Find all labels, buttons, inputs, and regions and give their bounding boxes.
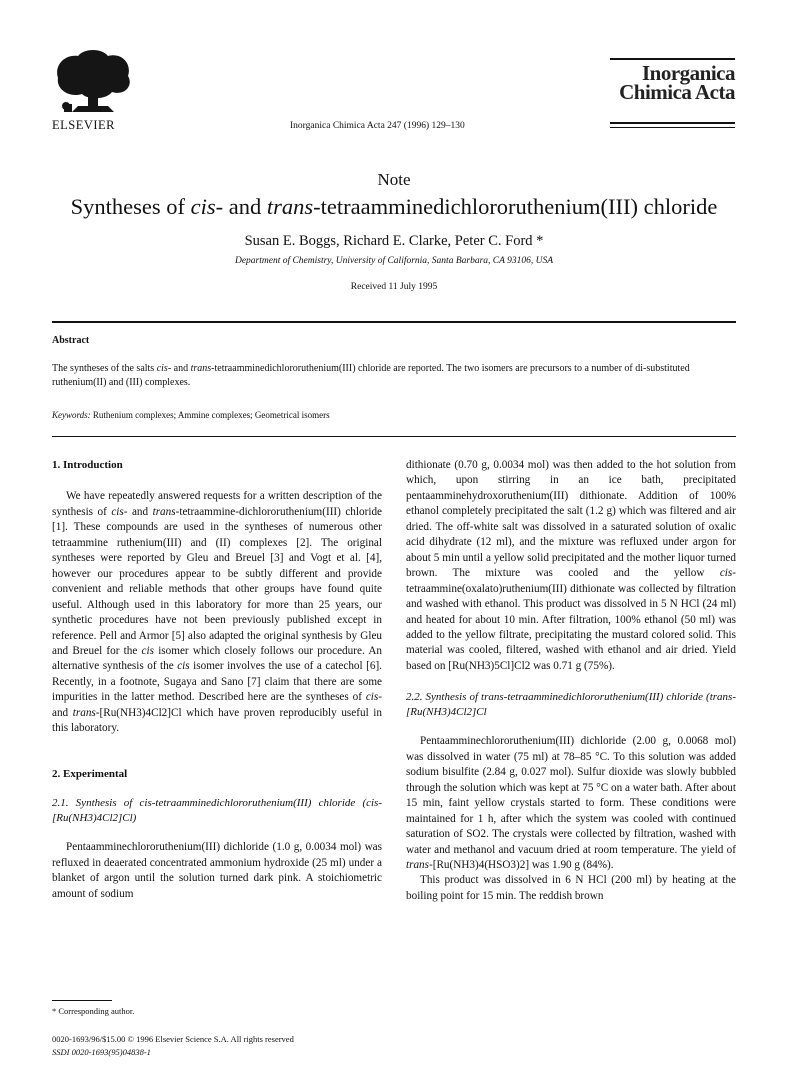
- journal-logo-rule-mid: [610, 122, 735, 124]
- article-title: Syntheses of cis- and trans-tetraamminedichlororuthenium(III) chloride: [70, 194, 718, 219]
- keywords-list: Ruthenium complexes; Ammine complexes; Geometrical isomers: [90, 410, 330, 420]
- divider-top: [52, 321, 736, 323]
- subsection-2-1-heading: 2.1. Synthesis of cis-tetraamminedichlororuthenium(III) chloride (cis-[Ru(NH3)4Cl2]Cl): [52, 797, 382, 825]
- subsection-2-2-paragraph: Pentaamminechlororuthenium(III) dichloride (2.00 g, 0.0068 mol) was dissolved in water (75 ml) at 78–85 °C. To this solution was added sodium bisulfite (2.84 g, 0.027 mol). Sulfur dioxide was slowly bubbled through the solution which was kept at 75 °C on a water bath. After about 15 min, faint yellow crystals started to form. These conditions were maintained for 1 h, after which the system was cooled with continued saturation of SO2. The crystals were collected by filtration, washed with water and methanol and vacuum dried at room temperature. The yield of trans-[Ru(NH3)4(HSO3)2] was 1.90 g (84%).: [406, 735, 736, 871]
- journal-logo-rule-bottom: [610, 127, 735, 128]
- experimental-heading: 2. Experimental: [52, 767, 128, 780]
- subsection-2-1-paragraph: Pentaamminechlororuthenium(III) dichloride (1.0 g, 0.0034 mol) was refluxed in deaerated concentrated ammonium hydroxide (25 ml) under a blanket of argon until the solution turned dark pink. A stoichiometric amount of sodium: [52, 841, 382, 900]
- keywords-line: [52, 410, 330, 420]
- subsection-2-2-heading: 2.2. Synthesis of trans-tetraamminedichlororuthenium(III) chloride (trans-[Ru(NH3)4Cl2]Cl: [406, 691, 736, 719]
- abstract-text: The syntheses of the salts cis- and trans-tetraamminedichlororuthenium(III) chloride are reported. The two isomers are precursors to a number of di-substituted ruthenium(II) and (III) complexes.: [52, 363, 690, 388]
- intro-heading: 1. Introduction: [52, 459, 123, 471]
- abstract-heading: Abstract: [52, 335, 90, 346]
- journal-logo: [610, 61, 735, 104]
- received-date: Received 11 July 1995: [350, 282, 438, 292]
- ssdi-line: SSDI 0020-1693(95)04838-1: [52, 1047, 151, 1057]
- corresponding-author-footnote: * Corresponding author.: [52, 1006, 135, 1016]
- publisher-name: ELSEVIER: [52, 118, 116, 132]
- journal-citation: Inorganica Chimica Acta 247 (1996) 129–130: [290, 121, 465, 131]
- divider-abstract: [52, 436, 736, 437]
- article-type-label: Note: [377, 170, 411, 189]
- right-column: [406, 458, 736, 904]
- author-affiliation: Department of Chemistry, University of California, Santa Barbara, CA 93106, USA: [234, 256, 554, 266]
- journal-logo-line2: Chimica Acta: [619, 80, 735, 104]
- copyright-block: [52, 1033, 294, 1059]
- left-column: [52, 458, 382, 902]
- paragraph-cis-continued: dithionate (0.70 g, 0.0034 mol) was then added to the hot solution from which, upon stirring in an ice bath, precipitated pentaamminehydroxoruthenium(III) dithionate. Addition of 100% ethanol completely precipitated the salt (1.2 g) which was filtered and air dried. The off-white salt was dissolved in a saturated solution of oxalic acid dihydrate (12 ml), and the mixture was refluxed under argon for about 5 min until a yellow solid precipitated and the mother liquor turned brown. The mixture was cooled and the yellow cis-tetraammine(oxalato)ruthenium(III) dithionate was collected by filtration and washed with ethanol. This product was dissolved in 5 N HCl (24 ml) and heated for about 10 min. After filtration, 100% ethanol (50 ml) was added to the yellow filtrate, precipitating the mustard colored solid. This material was cooled, filtered, washed with ethanol and air dried. Yield based on [Ru(NH3)5Cl]Cl2 was 0.71 g (75%).: [406, 459, 736, 672]
- journal-logo-rule-top: [610, 58, 735, 60]
- keywords-label: Keywords:: [52, 410, 91, 420]
- author-list: Susan E. Boggs, Richard E. Clarke, Peter C. Ford *: [244, 233, 544, 249]
- copyright-line: 0020-1693/96/$15.00 © 1996 Elsevier Science S.A. All rights reserved: [52, 1034, 294, 1044]
- elsevier-tree-logo: [52, 48, 134, 116]
- footnote-rule: [52, 1000, 112, 1001]
- journal-logo-line1: Inorganica: [641, 61, 735, 85]
- intro-paragraph: We have repeatedly answered requests for a written description of the synthesis of cis- and trans-tetraammine-dichlororuthenium(III) chloride [1]. These compounds are used in the syntheses of numerous other tetraammine ruthenium(III) and (II) complexes [2]. The original syntheses were reported by Gleu and Breuel [3] and Vogt et al. [4], however our procedures appear to be subtly different and provide convenient and reliable methods that other groups have found quite useful. Although used in this laboratory for more than 25 years, our synthetic procedures have not been previously published except in reference. Pell and Armor [5] also adapted the original synthesis by Gleu and Breuel for the cis isomer which closely follows our procedure. An alternative synthesis of the cis isomer involves the use of a catechol [6]. Recently, in a footnote, Sugaya and Sano [7] claim that there are some impurities in the latter method. Described here are the syntheses of cis- and trans-[Ru(NH3)4Cl2]Cl which have proven reproducibly useful in this laboratory.: [52, 490, 383, 735]
- subsection-2-2-paragraph-2: This product was dissolved in 6 N HCl (200 ml) by heating at the boiling point for 15 min. The reddish brown: [406, 874, 736, 902]
